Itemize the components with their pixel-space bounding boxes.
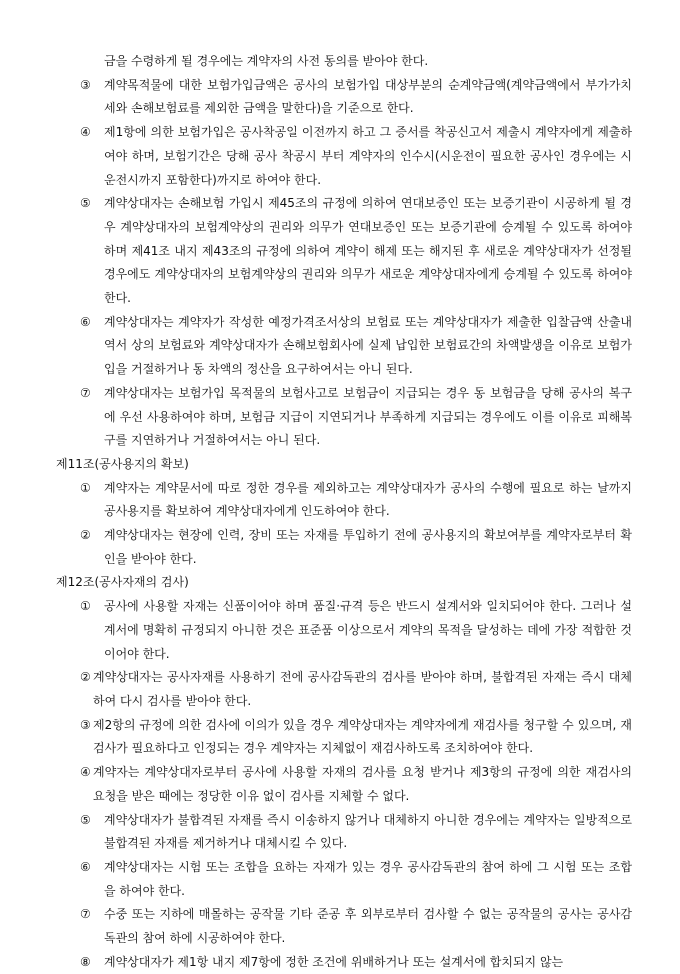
- clause-text: 계약목적물에 대한 보험가입금액은 공사의 보험가입 대상부분의 순계약금액(계약금액에서 부가가치세와 손해보험료를 제외한 금액을 말한다)을 기준으로 한다.: [104, 77, 632, 116]
- clause-number: ⑦: [80, 907, 91, 922]
- clause-number: ⑧: [80, 954, 91, 969]
- clause-text: 계약상대자는 공사자재를 사용하기 전에 공사감독관의 검사를 받아야 하며, 불합격된 자재는 즉시 대체하여 다시 검사를 받아야 한다.: [93, 670, 632, 708]
- clause-item: [80, 856, 632, 903]
- clause-item: [80, 311, 632, 382]
- clause-text: 계약상대자가 불합격된 자재를 즉시 이송하지 않거나 대체하지 아니한 경우에는 계약자는 일방적으로 불합격된 자재를 제거하거나 대체시킬 수 있다.: [104, 812, 632, 851]
- clause-number: ⑦: [80, 385, 91, 400]
- clause-item: [80, 666, 632, 713]
- clause-item: [80, 74, 632, 121]
- clause-item: [80, 595, 632, 666]
- clause-text: 계약상대자는 계약자가 작성한 예정가격조서상의 보험료 또는 계약상대자가 제출한 입찰금액 산출내역서 상의 보험료와 계약상대자가 손해보험회사에 실제 납입한 보험료간의 차액발생을 이유로 보험가입을 거절하거나 동 차액의 정산을 요구하여서는 아니 된다.: [104, 314, 632, 377]
- clause-text: 계약상대자는 시험 또는 조합을 요하는 자재가 있는 경우 공사감독관의 참여 하에 그 시험 또는 조합을 하여야 한다.: [104, 859, 632, 898]
- clause-text: 제1항에 의한 보험가입은 공사착공일 이전까지 하고 그 증서를 착공신고서 제출시 계약자에게 제출하여야 하며, 보험기간은 당해 공사 착공시 부터 계약자의 인수시(시운전이 필요한 공사인 경우에는 시운전시까지 포함한다)까지로 하여야 한다.: [104, 125, 632, 187]
- clause-number: ④: [80, 125, 91, 140]
- clause-item: [80, 192, 632, 311]
- article-12-items: [56, 595, 632, 974]
- clause-number: ③: [80, 77, 91, 92]
- clause-item: [80, 477, 632, 524]
- clause-text: 수중 또는 지하에 매몰하는 공작물 기타 준공 후 외부로부터 검사할 수 없는 공작물의 공사는 공사감독관의 참여 하에 시공하여야 한다.: [104, 907, 632, 946]
- clause-text: 공사에 사용할 자재는 신품이어야 하며 품질·규격 등은 반드시 설계서와 일치되어야 한다. 그러나 설계서에 명확히 규정되지 아니한 것은 표준품 이상으로서 계약의 목적을 달성하는 데에 가장 적합한 것이어야 한다.: [104, 599, 632, 661]
- clause-item: [80, 524, 632, 571]
- clause-number: ①: [80, 480, 91, 495]
- clause-item: [80, 121, 632, 192]
- clause-number: ①: [80, 599, 91, 614]
- clause-text: 계약상대자는 보험가입 목적물의 보험사고로 보험금이 지급되는 경우 동 보험금을 당해 공사의 복구에 우선 사용하여야 하며, 보험금 지급이 지연되거나 부족하게 지급되는 경우에도 이를 이유로 피해복구를 지연하거나 거절하여서는 아니 된다.: [104, 385, 632, 448]
- clause-text: 계약자는 계약문서에 따로 정한 경우를 제외하고는 계약상대자가 공사의 수행에 필요로 하는 날까지 공사용지를 확보하여 계약상대자에게 인도하여야 한다.: [104, 480, 632, 519]
- clause-number: ⑥: [80, 314, 91, 329]
- clause-number: ②: [80, 670, 91, 685]
- clause-item: [80, 761, 632, 808]
- clause-text: 계약상대자는 손해보험 가입시 제45조의 규정에 의하여 연대보증인 또는 보증기관이 시공하게 될 경우 계약상대자의 보험계약상의 권리와 의무가 연대보증인 또는 보증기관에 승계될 수 있도록 하여야 하며 제41조 내지 제43조의 규정에 의하여 계약이 해제 또는 해지된 후 새로운 계약상대자가 선정될 경우에도 계약상대자의 보험계약상의 권리와 의무가 새로운 계약상대자에게 승계될 수 있도록 하여야 한다.: [104, 196, 632, 306]
- clause-item: [80, 809, 632, 856]
- clause-text: 계약상대자는 현장에 인력, 장비 또는 자재를 투입하기 전에 공사용지의 확보여부를 계약자로부터 확인을 받아야 한다.: [104, 528, 632, 566]
- clause-item: [80, 951, 632, 974]
- clause-number: ③: [80, 717, 91, 732]
- clause-text: 계약상대자가 제1항 내지 제7항에 정한 조건에 위배하거나 또는 설계서에 합치되지 않는: [104, 954, 564, 969]
- clause-text: 계약자는 계약상대자로부터 공사에 사용할 자재의 검사를 요청 받거나 제3항의 규정에 의한 재검사의 요청을 받은 때에는 정당한 이유 없이 검사를 지체할 수 없다.: [93, 765, 632, 803]
- clause-item: [80, 382, 632, 453]
- article-11-title: 제11조(공사용지의 확보): [56, 456, 189, 471]
- article-10-items: [56, 74, 632, 453]
- clause-number: ⑤: [80, 812, 91, 827]
- clause-item: [80, 903, 632, 950]
- clause-number: ⑤: [80, 196, 91, 211]
- article-11-items: [56, 477, 632, 572]
- continued-text: 금을 수령하게 될 경우에는 계약자의 사전 동의를 받아야 한다.: [104, 54, 429, 68]
- clause-item: [80, 714, 632, 761]
- clause-number: ⑥: [80, 859, 91, 874]
- clause-text: 제2항의 규정에 의한 검사에 이의가 있을 경우 계약상대자는 계약자에게 재검사를 청구할 수 있으며, 재검사가 필요하다고 인정되는 경우 계약자는 지체없이 재검사하도록 조치하여야 한다.: [93, 717, 632, 756]
- article-12-title: 제12조(공사자재의 검사): [56, 575, 189, 590]
- clause-number: ④: [80, 765, 91, 780]
- clause-number: ②: [80, 528, 91, 543]
